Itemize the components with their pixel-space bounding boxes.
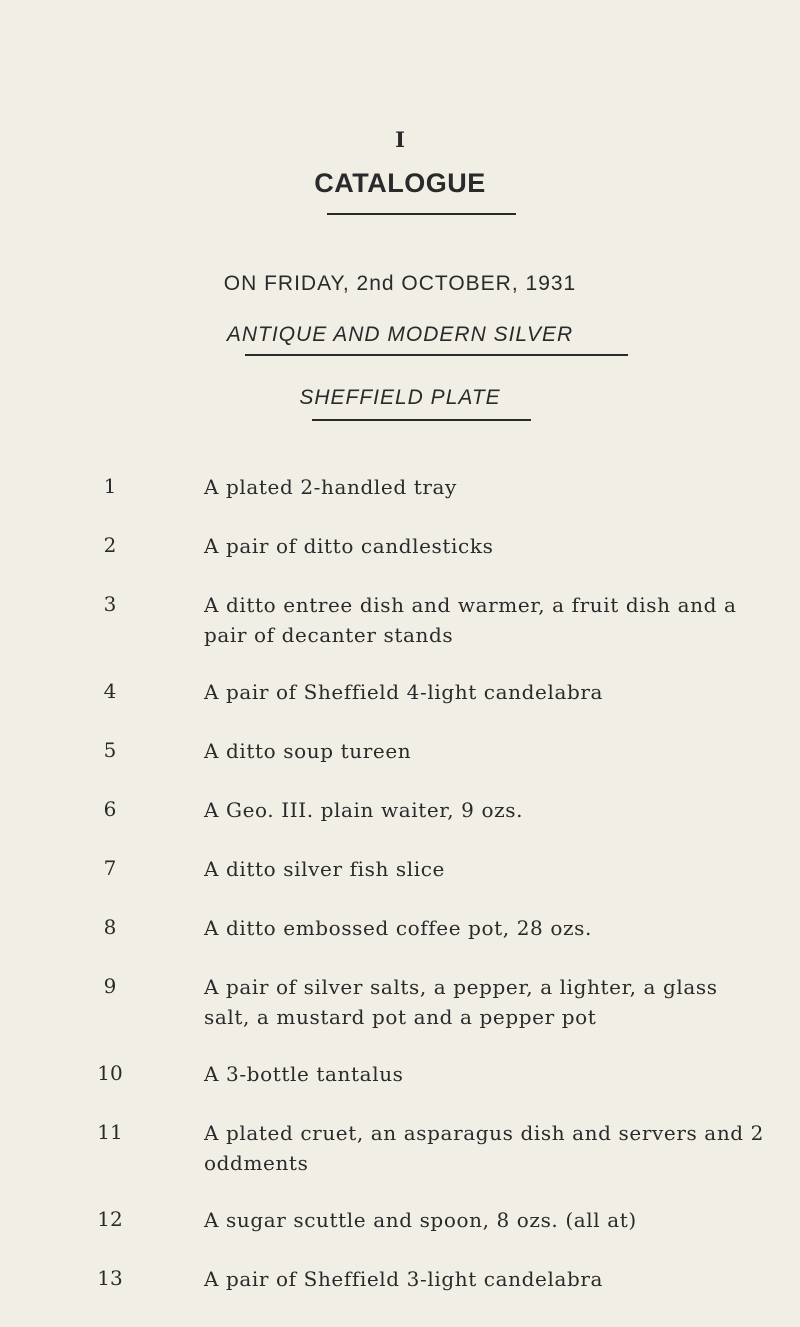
sale-date: ON FRIDAY, 2nd OCTOBER, 1931 bbox=[223, 272, 577, 295]
lot-number: 10 bbox=[97, 1061, 123, 1085]
lot-number: 12 bbox=[97, 1207, 123, 1231]
lot-description: A pair of Sheffield 3-light candelabra bbox=[204, 1267, 604, 1291]
lot-description: A Geo. III. plain waiter, 9 ozs. bbox=[204, 798, 524, 822]
lot-number: 9 bbox=[103, 974, 117, 998]
section-heading-antique-silver: ANTIQUE AND MODERN SILVER bbox=[226, 323, 574, 346]
lot-description: A sugar scuttle and spoon, 8 ozs. (all at) bbox=[204, 1208, 637, 1232]
lot-description: A pair of ditto candlesticks bbox=[204, 534, 494, 558]
lot-number: 2 bbox=[103, 533, 117, 557]
lot-number: 13 bbox=[97, 1266, 123, 1290]
antique-silver-underline bbox=[245, 354, 628, 356]
lot-description: A ditto silver fish slice bbox=[204, 857, 445, 881]
lot-number: 7 bbox=[103, 856, 117, 880]
lot-description: A pair of silver salts, a pepper, a lighter, a glass salt, a mustard pot and a pepper pot bbox=[204, 975, 718, 1029]
section-heading-sheffield-plate: SHEFFIELD PLATE bbox=[299, 386, 501, 409]
title-underline bbox=[327, 213, 516, 215]
lot-number: 3 bbox=[103, 592, 117, 616]
sheffield-plate-underline bbox=[312, 419, 531, 421]
lot-number: 5 bbox=[103, 738, 117, 762]
lot-description: A plated cruet, an asparagus dish and servers and 2 oddments bbox=[204, 1121, 764, 1175]
lot-number: 11 bbox=[97, 1120, 123, 1144]
lot-description: A ditto entree dish and warmer, a fruit dish and a pair of decanter stands bbox=[204, 593, 737, 647]
lot-description: A ditto soup tureen bbox=[204, 739, 412, 763]
lot-number: 4 bbox=[103, 679, 117, 703]
lot-number: 8 bbox=[103, 915, 117, 939]
lot-number: 6 bbox=[103, 797, 117, 821]
lot-number: 1 bbox=[103, 474, 117, 498]
page-number: I bbox=[395, 127, 405, 152]
lot-description: A 3-bottle tantalus bbox=[204, 1062, 404, 1086]
lot-description: A plated 2-handled tray bbox=[204, 475, 457, 499]
lot-description: A ditto embossed coffee pot, 28 ozs. bbox=[204, 916, 592, 940]
page-title: CATALOGUE bbox=[314, 168, 486, 198]
lot-description: A pair of Sheffield 4-light candelabra bbox=[204, 680, 604, 704]
